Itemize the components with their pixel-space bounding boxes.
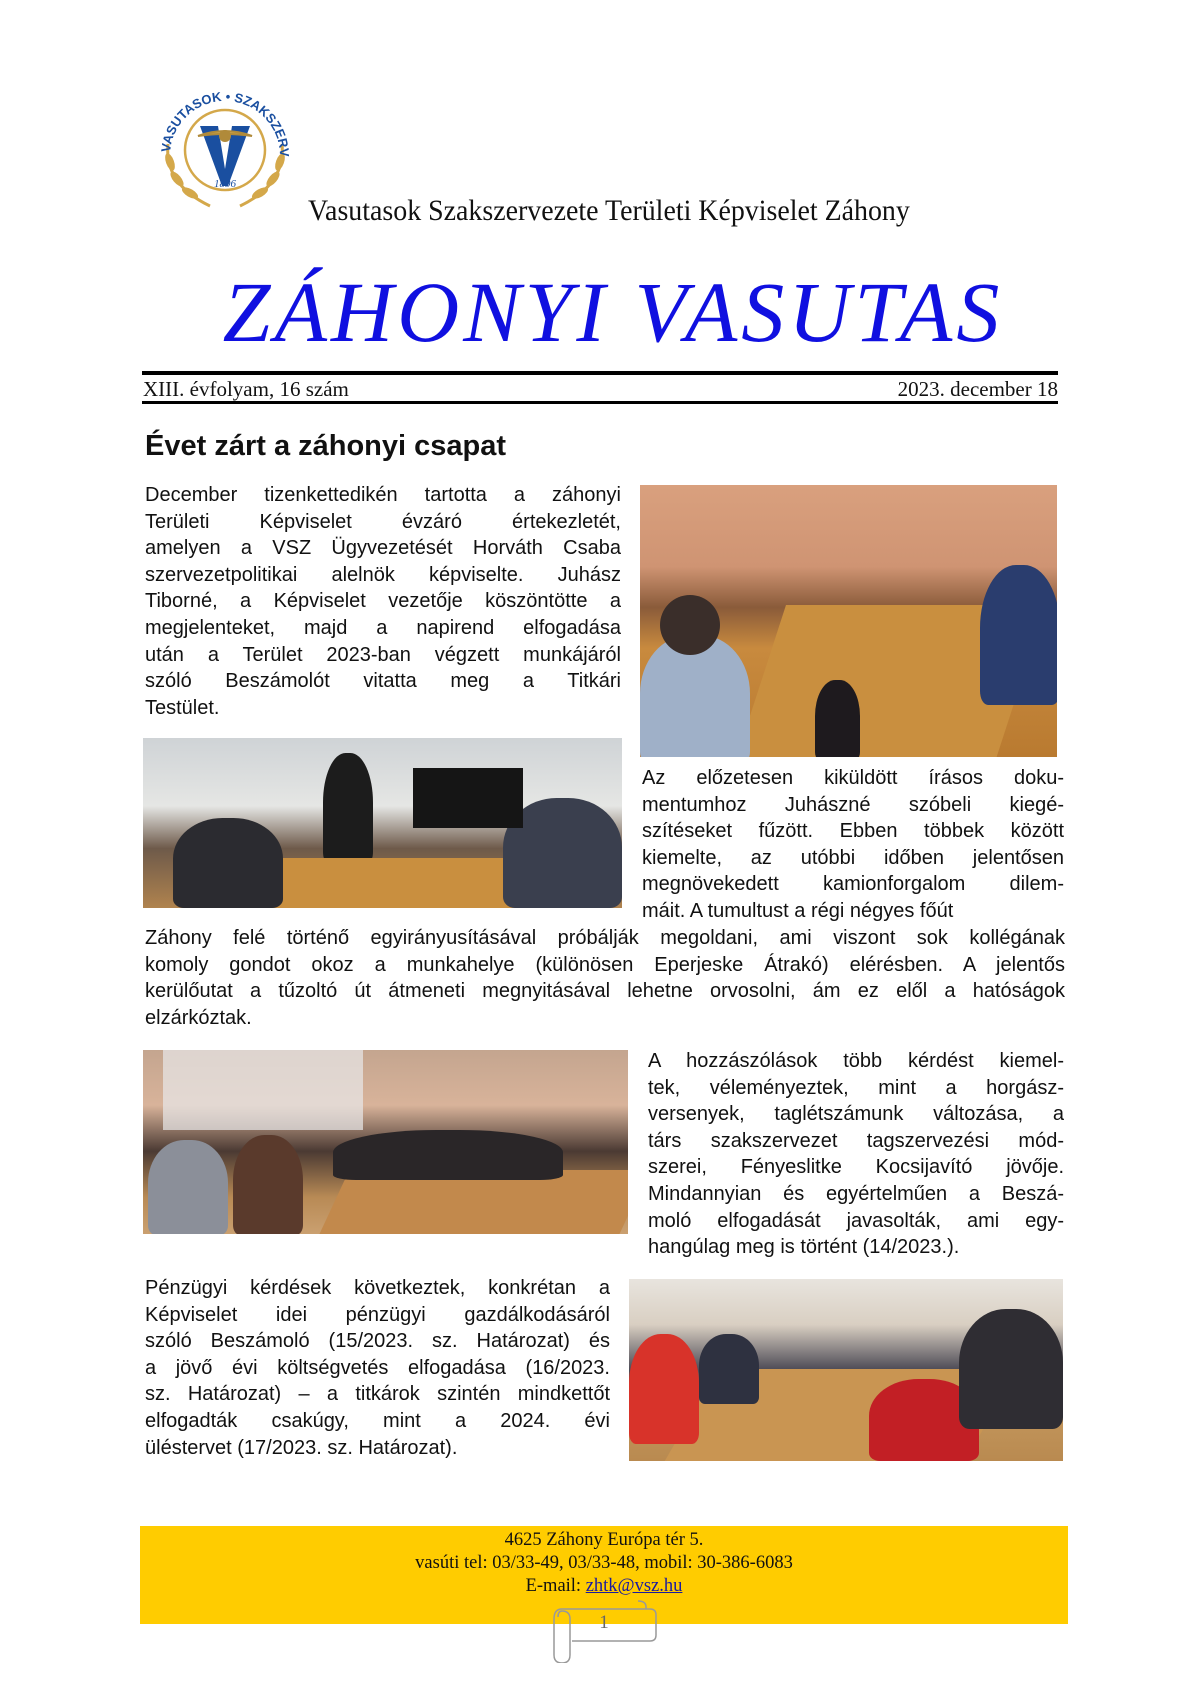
footer-email-line xyxy=(140,1575,1068,1598)
paragraph-line: elfogadták csakúgy, mint a 2024. évi xyxy=(145,1409,610,1432)
paragraph-line: társ szakszervezet tagszervezési mód- xyxy=(648,1129,1064,1152)
issue-number: XIII. évfolyam, 16 szám xyxy=(143,377,349,401)
footer-email-link[interactable]: zhtk@vsz.hu xyxy=(585,1576,683,1596)
paragraph-line: szóló Beszámolót vitatta meg a Titkári xyxy=(145,670,621,693)
paragraph-line: Képviselet idei pénzügyi gazdálkodásáról xyxy=(145,1303,610,1326)
footer-address: 4625 Záhony Európa tér 5. xyxy=(504,1530,704,1550)
organization-name: Vasutasok Szakszervezete Területi Képviselet Záhony xyxy=(308,194,910,227)
article-paragraph-2-right xyxy=(642,765,1064,925)
meeting-photo-conference-table xyxy=(629,1279,1063,1461)
article-paragraph-1 xyxy=(145,482,621,721)
paragraph-line: Tiborné, a Képviselet vezetője köszöntötte a xyxy=(145,590,621,613)
paragraph-line: komoly gondot okoz a munkahelye (különösen Eperjeske Átrakó) elérésben. A jelentős xyxy=(145,953,1065,976)
paragraph-line: amelyen a VSZ Ügyvezetését Horváth Csaba xyxy=(145,537,621,560)
article-paragraph-2-full xyxy=(145,925,1065,1031)
paragraph-line: a jövő évi költségvetés elfogadása (16/2023. xyxy=(145,1356,610,1379)
paragraph-line: Pénzügyi kérdések következtek, konkrétan a xyxy=(145,1277,610,1299)
page-number: 1 xyxy=(599,1612,609,1633)
footer-phones: vasúti tel: 03/33-49, 03/33-48, mobil: 30-386-6083 xyxy=(415,1553,793,1573)
meeting-photo-long-table xyxy=(640,485,1057,757)
paragraph-line: moló elfogadását javasolták, ami egy- xyxy=(648,1209,1064,1232)
paragraph-line: után a Terület 2023-ban végzett munkájáról xyxy=(145,643,621,666)
masthead-rule-bottom xyxy=(142,401,1058,404)
paragraph-line: Záhony felé történő egyirányusításával próbálják megoldani, ami viszont sok kollégának xyxy=(145,927,1065,949)
paragraph-line: szóló Beszámoló (15/2023. sz. Határozat) és xyxy=(145,1330,610,1353)
svg-text:1896: 1896 xyxy=(214,178,236,190)
paragraph-line: mentumhoz Juhászné szóbeli kiegé- xyxy=(642,793,1064,816)
paragraph-line: Területi Képviselet évzáró értekezletét, xyxy=(145,510,621,533)
article-paragraph-4 xyxy=(145,1275,610,1461)
article-paragraph-3 xyxy=(648,1048,1064,1261)
paragraph-line: December tizenkettedikén tartotta a záhonyi xyxy=(145,484,621,506)
paragraph-line: szerei, Fényeslitke Kocsijavító jövője. xyxy=(648,1156,1064,1179)
union-emblem-icon xyxy=(150,74,300,219)
footer-email-label: E-mail: xyxy=(525,1576,586,1596)
union-logo xyxy=(150,74,300,219)
newsletter-masthead: ZÁHONYI VASUTAS xyxy=(222,264,1004,360)
paragraph-line: szítéseket fűzött. Ebben többek között xyxy=(642,820,1064,843)
paragraph-line: hangúlag meg is történt (14/2023.). xyxy=(648,1236,960,1259)
paragraph-line: máit. A tumultust a régi négyes főút xyxy=(642,899,954,922)
issue-date: 2023. december 18 xyxy=(897,377,1058,401)
paragraph-line: tek, véleményeztek, mint a horgász- xyxy=(648,1076,1064,1099)
paragraph-line: A hozzászólások több kérdést kiemel- xyxy=(648,1050,1064,1072)
paragraph-line: elzárkóztak. xyxy=(145,1006,252,1029)
paragraph-line: megnövekedett kamionforgalom dilem- xyxy=(642,873,1064,896)
paragraph-line: üléstervet (17/2023. sz. Határozat). xyxy=(145,1436,458,1459)
paragraph-line: megjelenteket, majd a napirend elfogadása xyxy=(145,616,621,639)
paragraph-line: versenyek, taglétszámunk változása, a xyxy=(648,1103,1064,1126)
paragraph-line: kerülőutat a tűzoltó út átmeneti megnyitásával lehetne orvosolni, ám ez elől a hatóságok xyxy=(145,980,1065,1003)
paragraph-line: kiemelte, az utóbbi időben jelentősen xyxy=(642,846,1064,869)
paragraph-line: Testület. xyxy=(145,696,220,719)
meeting-photo-speaker xyxy=(143,738,622,908)
paragraph-line: Az előzetesen kiküldött írásos doku- xyxy=(642,767,1064,789)
masthead-rule-top xyxy=(142,371,1058,375)
meeting-photo-members xyxy=(143,1050,628,1234)
paragraph-line: Mindannyian és egyértelműen a Beszá- xyxy=(648,1182,1064,1205)
article-headline: Évet zárt a záhonyi csapat xyxy=(145,430,507,462)
paragraph-line: szervezetpolitikai alelnök képviselte. Juhász xyxy=(145,563,621,586)
svg-text:VASUTASOK • SZAKSZERVEZETE: VASUTASOK • SZAKSZERV xyxy=(158,88,293,158)
paragraph-line: sz. Határozat) – a titkárok szintén mindkettőt xyxy=(145,1383,610,1406)
